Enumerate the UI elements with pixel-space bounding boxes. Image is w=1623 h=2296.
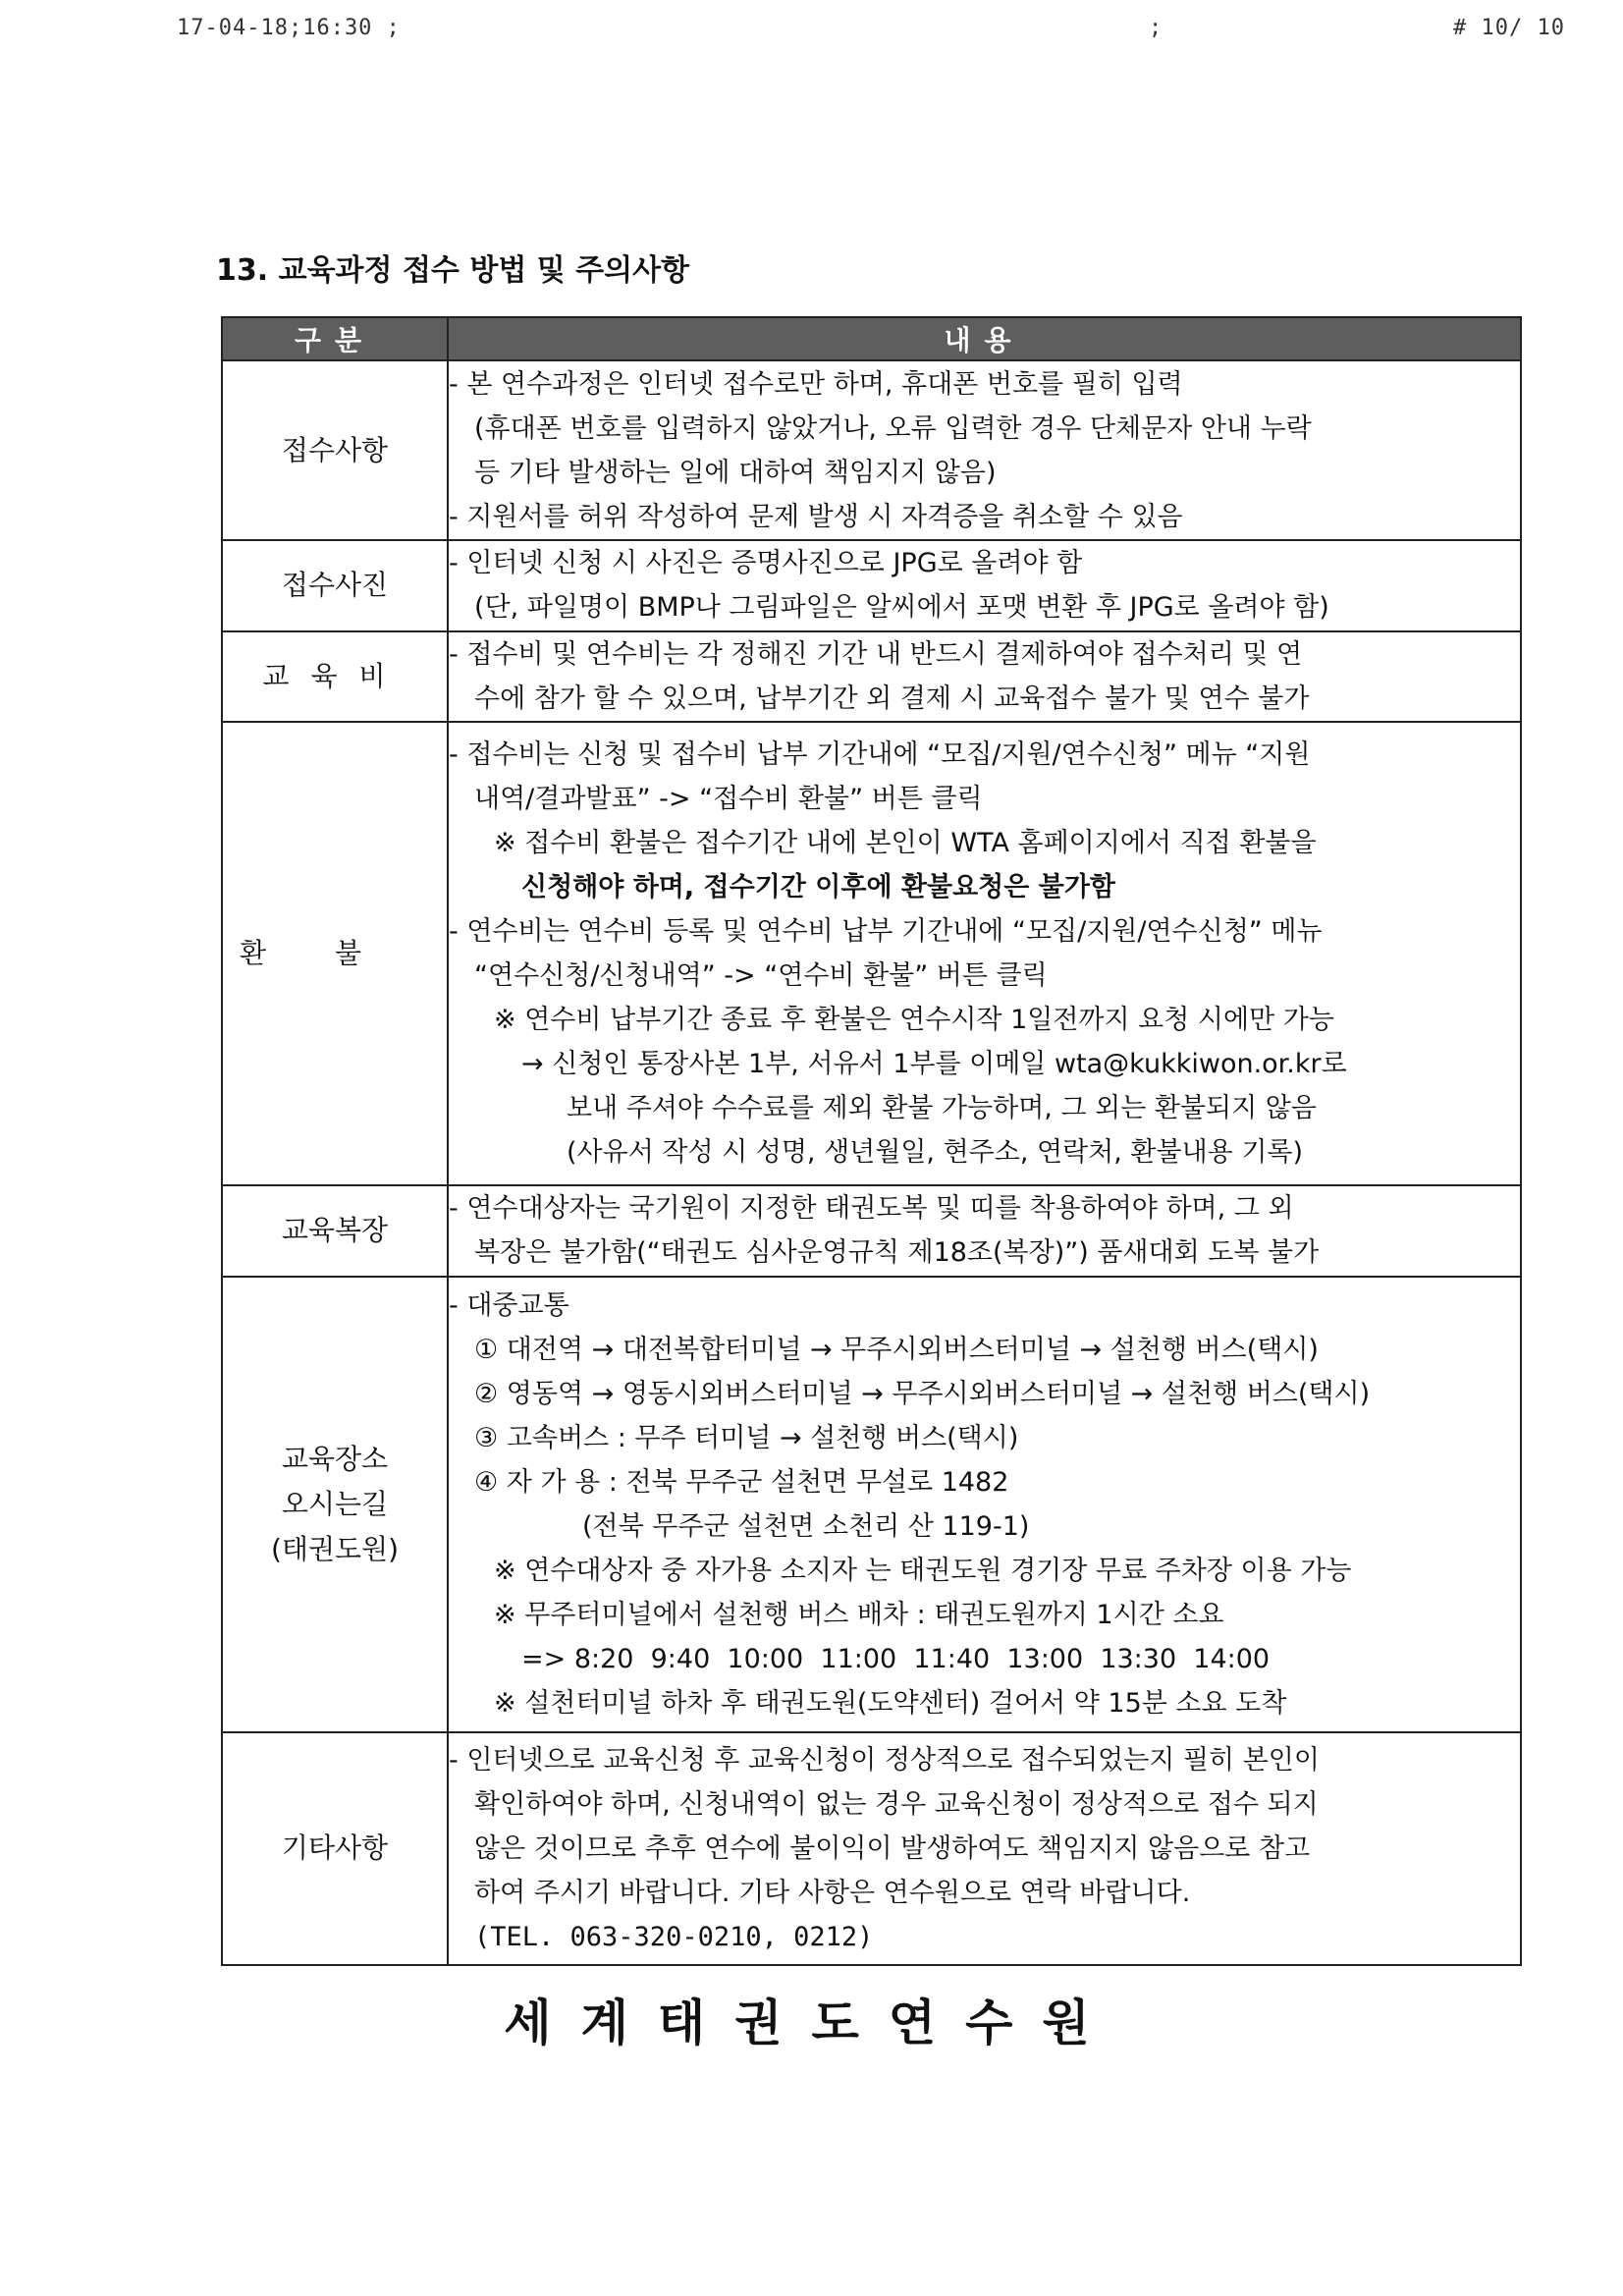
content-line: (사유서 작성 시 성명, 생년월일, 현주소, 연락처, 환불내용 기록)	[567, 1137, 1304, 1169]
content-line: - 접수비는 신청 및 접수비 납부 기간내에 “모집/지원/연수신청” 메뉴 “지원	[449, 739, 1311, 771]
row-label: 교육장소 오시는길 (태권도원)	[222, 1277, 448, 1732]
row-label: 기타사항	[222, 1732, 448, 1965]
fax-timestamp: 17-04-18;16:30 ;	[177, 16, 401, 40]
row-content	[448, 722, 1521, 1185]
content-line: ③ 고속버스 : 무주 터미널 → 설천행 버스(택시)	[474, 1422, 1019, 1453]
content-line: 등 기타 발생하는 일에 대하여 책임지지 않음)	[474, 457, 997, 488]
row-content	[448, 631, 1521, 722]
table-row-fee	[222, 631, 1521, 722]
row-content	[448, 540, 1521, 630]
content-line: (TEL. 063-320-0210, 0212)	[474, 1921, 874, 1952]
row-label: 환불	[222, 722, 448, 1185]
row-label: 접수사항	[222, 360, 448, 540]
row-content	[448, 1732, 1521, 1965]
row-content	[448, 360, 1521, 540]
table-row-refund	[222, 722, 1521, 1185]
content-line: 수에 참가 할 수 있으며, 납부기간 외 결제 시 교육접수 불가 및 연수 불가	[474, 683, 1310, 714]
fax-page-number: # 10/ 10	[1453, 16, 1565, 40]
row-label: 교육비	[222, 631, 448, 722]
content-line: 하여 주시기 바랍니다. 기타 사항은 연수원으로 연락 바랍니다.	[474, 1877, 1191, 1908]
content-line: - 연수비는 연수비 등록 및 연수비 납부 기간내에 “모집/지원/연수신청” 메뉴	[449, 916, 1323, 948]
row-content	[448, 1277, 1521, 1732]
content-line: - 접수비 및 연수비는 각 정해진 기간 내 반드시 결제하여야 접수처리 및 연	[449, 638, 1303, 670]
content-line: - 대중교통	[449, 1289, 569, 1321]
table-row-directions	[222, 1277, 1521, 1732]
content-line: - 본 연수과정은 인터넷 접수로만 하며, 휴대폰 번호를 필히 입력	[449, 368, 1183, 400]
table-row-other	[222, 1732, 1521, 1965]
table-row-uniform	[222, 1185, 1521, 1276]
content-line: ※ 연수대상자 중 자가용 소지자 는 태권도원 경기장 무료 주차장 이용 가능	[494, 1555, 1352, 1586]
content-line: ※ 설천터미널 하차 후 태권도원(도약센터) 걸어서 약 15분 소요 도착	[494, 1687, 1287, 1719]
header-category: 구분	[222, 317, 448, 360]
table-row-photo	[222, 540, 1521, 630]
content-line: ① 대전역 → 대전복합터미널 → 무주시외버스터미널 → 설천행 버스(택시)	[474, 1334, 1319, 1365]
content-line: => 8:20 9:40 10:00 11:00 11:40 13:00 13:30 14:00	[521, 1643, 1271, 1674]
content-line: 내역/결과발표” -> “접수비 환불” 버튼 클릭	[474, 784, 983, 815]
row-label: 접수사진	[222, 540, 448, 630]
content-line: ※ 무주터미널에서 설천행 버스 배차 : 태권도원까지 1시간 소요	[494, 1599, 1224, 1630]
content-line: ※ 접수비 환불은 접수기간 내에 본인이 WTA 홈페이지에서 직접 환불을	[494, 828, 1317, 859]
content-line: (전북 무주군 설천면 소천리 산 119-1)	[582, 1510, 1030, 1542]
content-line: 신청해야 하며, 접수기간 이후에 환불요청은 불가함	[521, 872, 1115, 903]
content-line: 않은 것이므로 추후 연수에 불이익이 발생하여도 책임지지 않음으로 참고	[474, 1832, 1311, 1864]
content-line: ※ 연수비 납부기간 종료 후 환불은 연수시작 1일전까지 요청 시에만 가능	[494, 1005, 1334, 1036]
content-line: → 신청인 통장사본 1부, 서유서 1부를 이메일 wta@kukkiwon.or.kr로	[521, 1049, 1347, 1080]
content-line: 복장은 불가함(“태권도 심사운영규칙 제18조(복장)”) 품새대회 도복 불가	[474, 1237, 1320, 1269]
content-line: (단, 파일명이 BMP나 그림파일은 알씨에서 포맷 변환 후 JPG로 올려야 함)	[474, 592, 1329, 624]
content-line: - 연수대상자는 국기원이 지정한 태권도복 및 띠를 착용하여야 하며, 그 외	[449, 1193, 1294, 1225]
table-row-application	[222, 360, 1521, 540]
header-content: 내용	[448, 317, 1521, 360]
content-line: - 인터넷 신청 시 사진은 증명사진으로 JPG로 올려야 함	[449, 548, 1083, 579]
content-line: 확인하여야 하며, 신청내역이 없는 경우 교육신청이 정상적으로 접수 되지	[474, 1788, 1319, 1820]
content-line: ② 영동역 → 영동시외버스터미널 → 무주시외버스터미널 → 설천행 버스(택시)	[474, 1378, 1371, 1409]
organization-name: 세계태권도연수원	[504, 1995, 1119, 2051]
row-content	[448, 1185, 1521, 1276]
content-line: - 지원서를 허위 작성하여 문제 발생 시 자격증을 취소할 수 있음	[449, 501, 1183, 532]
fax-separator: ;	[1149, 16, 1163, 40]
table-header-row	[222, 317, 1521, 360]
content-line: (휴대폰 번호를 입력하지 않았거나, 오류 입력한 경우 단체문자 안내 누락	[474, 412, 1312, 444]
content-line: “연수신청/신청내역” -> “연수비 환불” 버튼 클릭	[474, 960, 1048, 992]
content-line: ④ 자 가 용 : 전북 무주군 설천면 무설로 1482	[474, 1466, 1009, 1498]
row-label: 교육복장	[222, 1185, 448, 1276]
content-line: - 인터넷으로 교육신청 후 교육신청이 정상적으로 접수되었는지 필히 본인이	[449, 1744, 1320, 1776]
section-title: 13. 교육과정 접수 방법 및 주의사항	[216, 253, 690, 288]
info-table	[221, 316, 1522, 1966]
content-line: 보내 주셔야 수수료를 제외 환불 가능하며, 그 외는 환불되지 않음	[567, 1093, 1317, 1124]
